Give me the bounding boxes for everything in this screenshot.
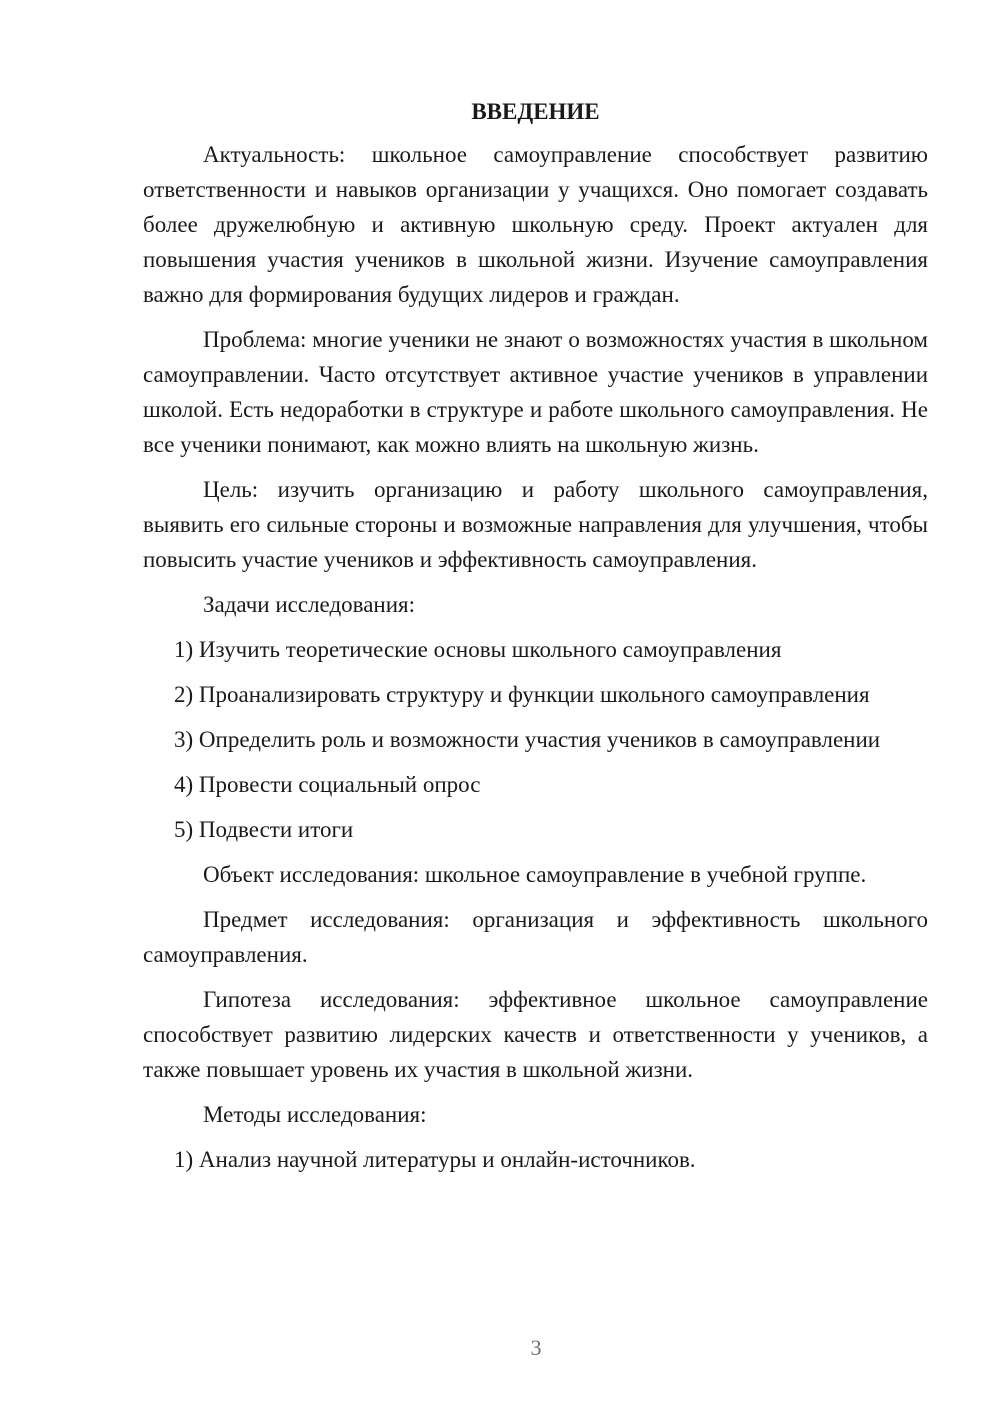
task-item-2: 2) Проанализировать структуру и функции школьного самоуправления xyxy=(174,682,870,707)
page-number: 3 xyxy=(530,1335,542,1360)
methods-heading: Методы исследования: xyxy=(203,1102,427,1127)
tasks-heading: Задачи исследования: xyxy=(203,592,416,617)
problem-paragraph: Проблема: многие ученики не знают о возможностях участия в школьном самоуправлении. Часто отсутствует активное участие учеников в управлении школой. Есть недоработки в структуре и работе школьного самоуправления. Не все ученики понимают, как можно влиять на школьную жизнь. xyxy=(143,327,928,457)
task-item-1: 1) Изучить теоретические основы школьного самоуправления xyxy=(174,637,782,662)
page-content xyxy=(143,94,928,1187)
method-item-1: 1) Анализ научной литературы и онлайн-источников. xyxy=(174,1147,696,1172)
task-item-5: 5) Подвести итоги xyxy=(174,817,354,842)
relevance-paragraph: Актуальность: школьное самоуправление способствует развитию ответственности и навыков организации у учащихся. Оно помогает создавать более дружелюбную и активную школьную среду. Проект актуален для повышения участия учеников в школьной жизни. Изучение самоуправления важно для формирования будущих лидеров и граждан. xyxy=(143,142,928,307)
hypothesis-paragraph: Гипотеза исследования: эффективное школьное самоуправление способствует развитию лидерских качеств и ответственности у учеников, а также повышает уровень их участия в школьной жизни. xyxy=(143,987,928,1082)
goal-paragraph: Цель: изучить организацию и работу школьного самоуправления, выявить его сильные стороны и возможные направления для улучшения, чтобы повысить участие учеников и эффективность самоуправления. xyxy=(143,477,928,572)
task-item-4: 4) Провести социальный опрос xyxy=(174,772,481,797)
task-item-3: 3) Определить роль и возможности участия учеников в самоуправлении xyxy=(174,727,881,752)
subject-paragraph: Предмет исследования: организация и эффективность школьного самоуправления. xyxy=(143,907,928,967)
section-title: ВВЕДЕНИЕ xyxy=(471,99,600,124)
object-paragraph: Объект исследования: школьное самоуправление в учебной группе. xyxy=(203,862,867,887)
